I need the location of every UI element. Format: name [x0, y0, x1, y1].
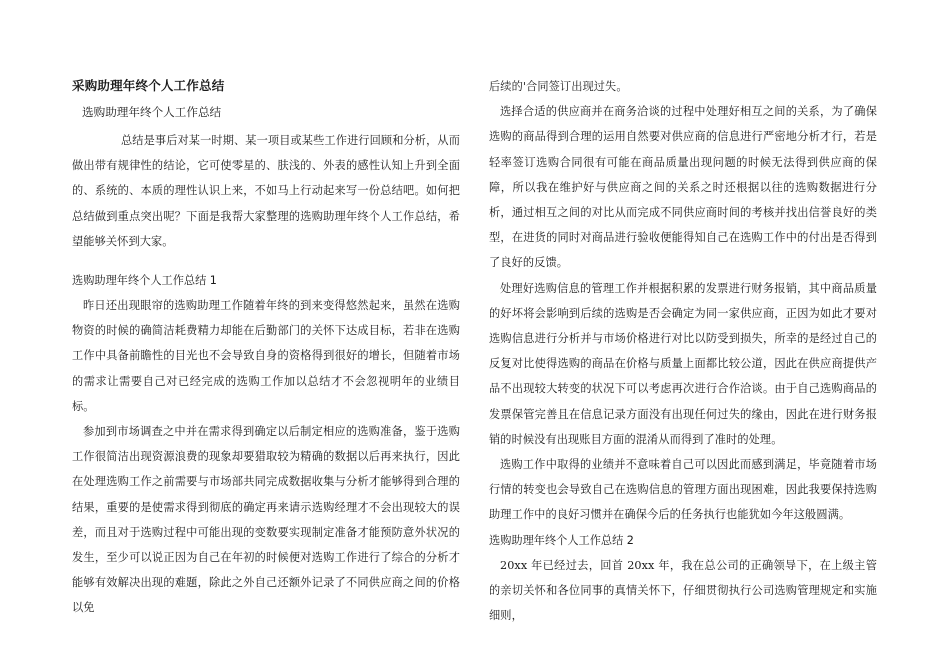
supplier-paragraph: 选择合适的供应商并在商务洽谈的过程中处理好相互之间的关系，为了确保选购的商品得到合理的运用自然要对供应商的信息进行严密地分析才行，若是轻率签订选购合同很有可能在商品质量出现问题的时候无法得到供应商的保障，所以我在维护好与供应商之间的关系之时还根据以往的选购数据进行分析，通过相互之间的对比从而完成不同供应商时间的考核并找出信誉良好的类型，在进货的同时对商品进行验收便能得知自己在选购工作中的付出是否得到了良好的反馈。 — [489, 105, 877, 270]
section-2-heading: 选购助理年终个人工作总结 2 — [489, 533, 634, 547]
section-1-paragraph-2: 参加到市场调查之中并在需求得到确定以后制定相应的选购准备，鉴于选购工作很简洁出现资源浪费的现象却要猎取较为精确的数据以后再来执行，因此在处理选购工作之前需要与市场部共同完成数据收集与分析才能够得到合理的结果，重要的是使需求得到彻底的确定再来请示选购经理才不会出现较大的误差，而且对于选购过程中可能出现的变数要实现制定准备才能预防意外状况的发生，至少可以说正因为自己在年初的时候便对选购工作进行了综合的分析才能够有效解决出现的难题，除此之外自己还额外记录了不同供应商之间的价格以免 — [72, 425, 460, 615]
document-subtitle: 选购助理年终个人工作总结 — [82, 105, 222, 119]
right-column — [489, 74, 877, 628]
invoice-paragraph: 处理好选购信息的管理工作并根据积累的发票进行财务报销，其中商品质量的好坏将会影响到后续的选购是否会确定为同一家供应商，正因为如此才要对选购信息进行分析并与市场价格进行对比以防受到损失，所幸的是经过自己的反复对比使得选购的商品在价格与质量上面都比较公道，因此在供应商提供产品不出现较大转变的状况下可以考虑再次进行合作洽谈。由于自己选购商品的发票保管完善且在信息记录方面没有出现任何过失的缘由，因此在进行财务报销的时候没有出现账目方面的混淆从而得到了准时的处理。 — [489, 281, 877, 446]
intro-paragraph: 总结是事后对某一时期、某一项目或某些工作进行回顾和分析，从而做出带有规律性的结论，它可使零星的、肤浅的、外表的感性认知上升到全面的、系统的、本质的理性认识上来，不如马上行动起来写一份总结吧。如何把总结做到重点突出呢？下面是我帮大家整理的选购助理年终个人工作总结，希望能够关怀到大家。 — [72, 134, 460, 248]
section-2-paragraph-1: 20xx 年已经过去，回首 20xx 年，我在总公司的正确领导下，在上级主管的亲切关怀和各位同事的真情关怀下，仔细贯彻执行公司选购管理规定和实施细则， — [489, 558, 877, 623]
continuation-paragraph: 后续的'合同签订出现过失。 — [489, 80, 628, 93]
document-title: 采购助理年终个人工作总结 — [72, 78, 225, 93]
section-1-paragraph-1: 昨日还出现眼帘的选购助理工作随着年终的到来变得悠然起来，虽然在选购物资的时候的确简洁耗费精力却能在后勤部门的关怀下达成目标，若非在选购工作中具备前瞻性的目光也不会导致自身的资格得到很好的增长，但随着市场的需求让需要自己对已经完成的选购工作加以总结才不会忽视明年的业绩目标。 — [72, 299, 460, 413]
achievement-paragraph: 选购工作中取得的业绩并不意味着自己可以因此而感到满足，毕竟随着市场行情的转变也会导致自己在选购信息的管理方面出现困难，因此我要保持选购助理工作中的良好习惯并在确保今后的任务执行也能犹如今年这般圆满。 — [489, 458, 877, 522]
section-1-heading: 选购助理年终个人工作总结 1 — [72, 274, 217, 288]
left-column — [72, 74, 460, 621]
